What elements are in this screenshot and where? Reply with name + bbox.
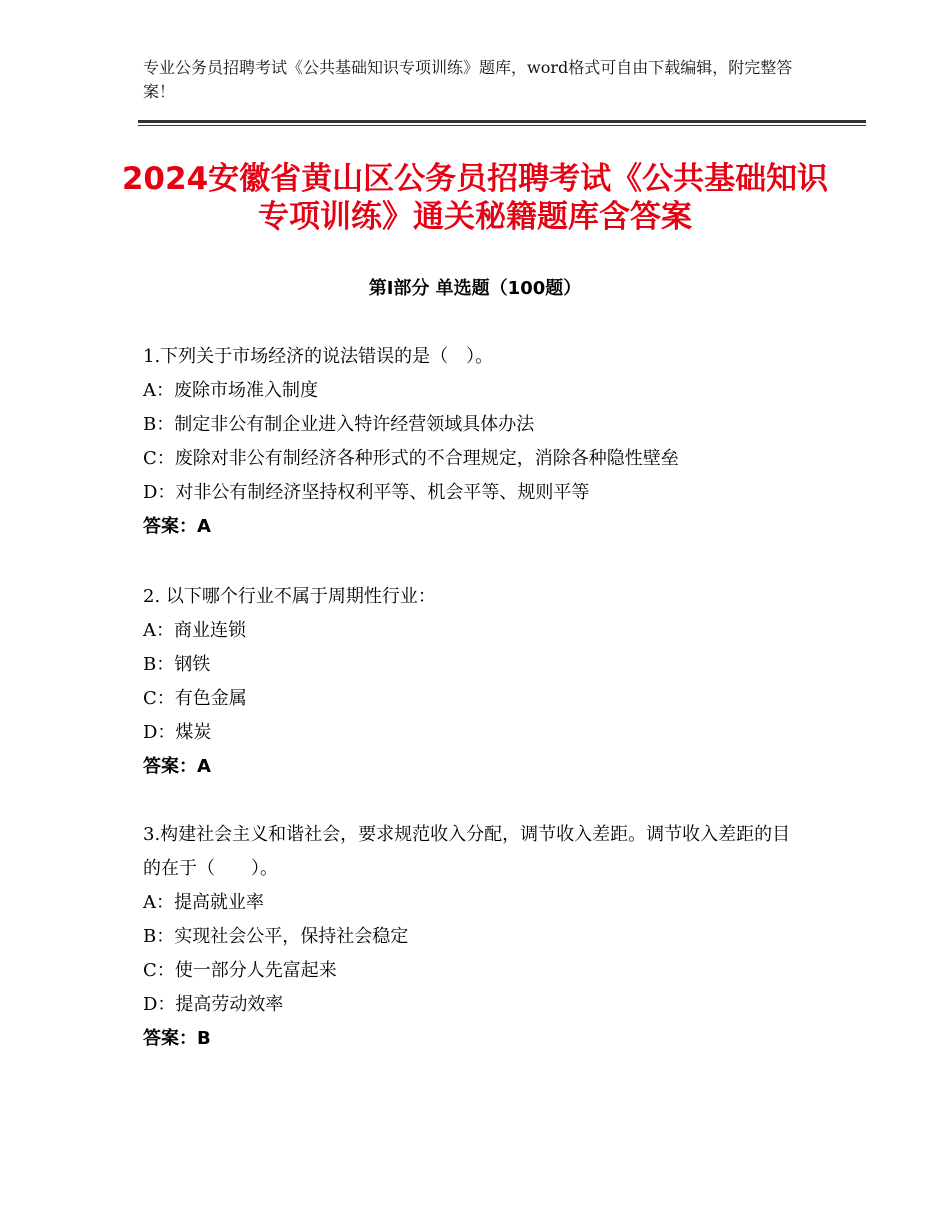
answer: 答案：A <box>143 516 211 537</box>
question-2 <box>143 580 803 784</box>
option-c: C：有色金属 <box>143 688 247 709</box>
header-rule-thick <box>138 120 866 123</box>
document-title: 2024安徽省黄山区公务员招聘考试《公共基础知识专项训练》通关秘籍题库含答案 <box>121 161 829 235</box>
question-stem: 3.构建社会主义和谐社会，要求规范收入分配，调节收入差距。调节收入差距的目的在于（ ）。 <box>143 824 791 879</box>
header-note: 专业公务员招聘考试《公共基础知识专项训练》题库，word格式可自由下载编辑，附完整答案！ <box>143 58 793 101</box>
question-stem: 1.下列关于市场经济的说法错误的是（ ）。 <box>143 346 494 367</box>
option-a: A：提高就业率 <box>143 892 264 913</box>
answer: 答案：A <box>143 756 211 777</box>
option-a: A：商业连锁 <box>143 620 246 641</box>
answer: 答案：B <box>143 1028 211 1049</box>
header-rule-thin <box>138 125 866 126</box>
question-3 <box>143 818 803 1056</box>
option-c: C：废除对非公有制经济各种形式的不合理规定，消除各种隐性壁垒 <box>143 448 679 469</box>
question-stem: 2. 以下哪个行业不属于周期性行业： <box>143 586 436 607</box>
option-d: D：煤炭 <box>143 722 212 743</box>
option-a: A：废除市场准入制度 <box>143 380 318 401</box>
section-title: 第Ⅰ部分 单选题（100题） <box>368 278 582 299</box>
option-b: B：实现社会公平，保持社会稳定 <box>143 926 409 947</box>
option-d: D：对非公有制经济坚持权利平等、机会平等、规则平等 <box>143 482 590 503</box>
question-1 <box>143 340 803 544</box>
option-b: B：制定非公有制企业进入特许经营领域具体办法 <box>143 414 535 435</box>
option-d: D：提高劳动效率 <box>143 994 284 1015</box>
option-c: C：使一部分人先富起来 <box>143 960 337 981</box>
option-b: B：钢铁 <box>143 654 211 675</box>
